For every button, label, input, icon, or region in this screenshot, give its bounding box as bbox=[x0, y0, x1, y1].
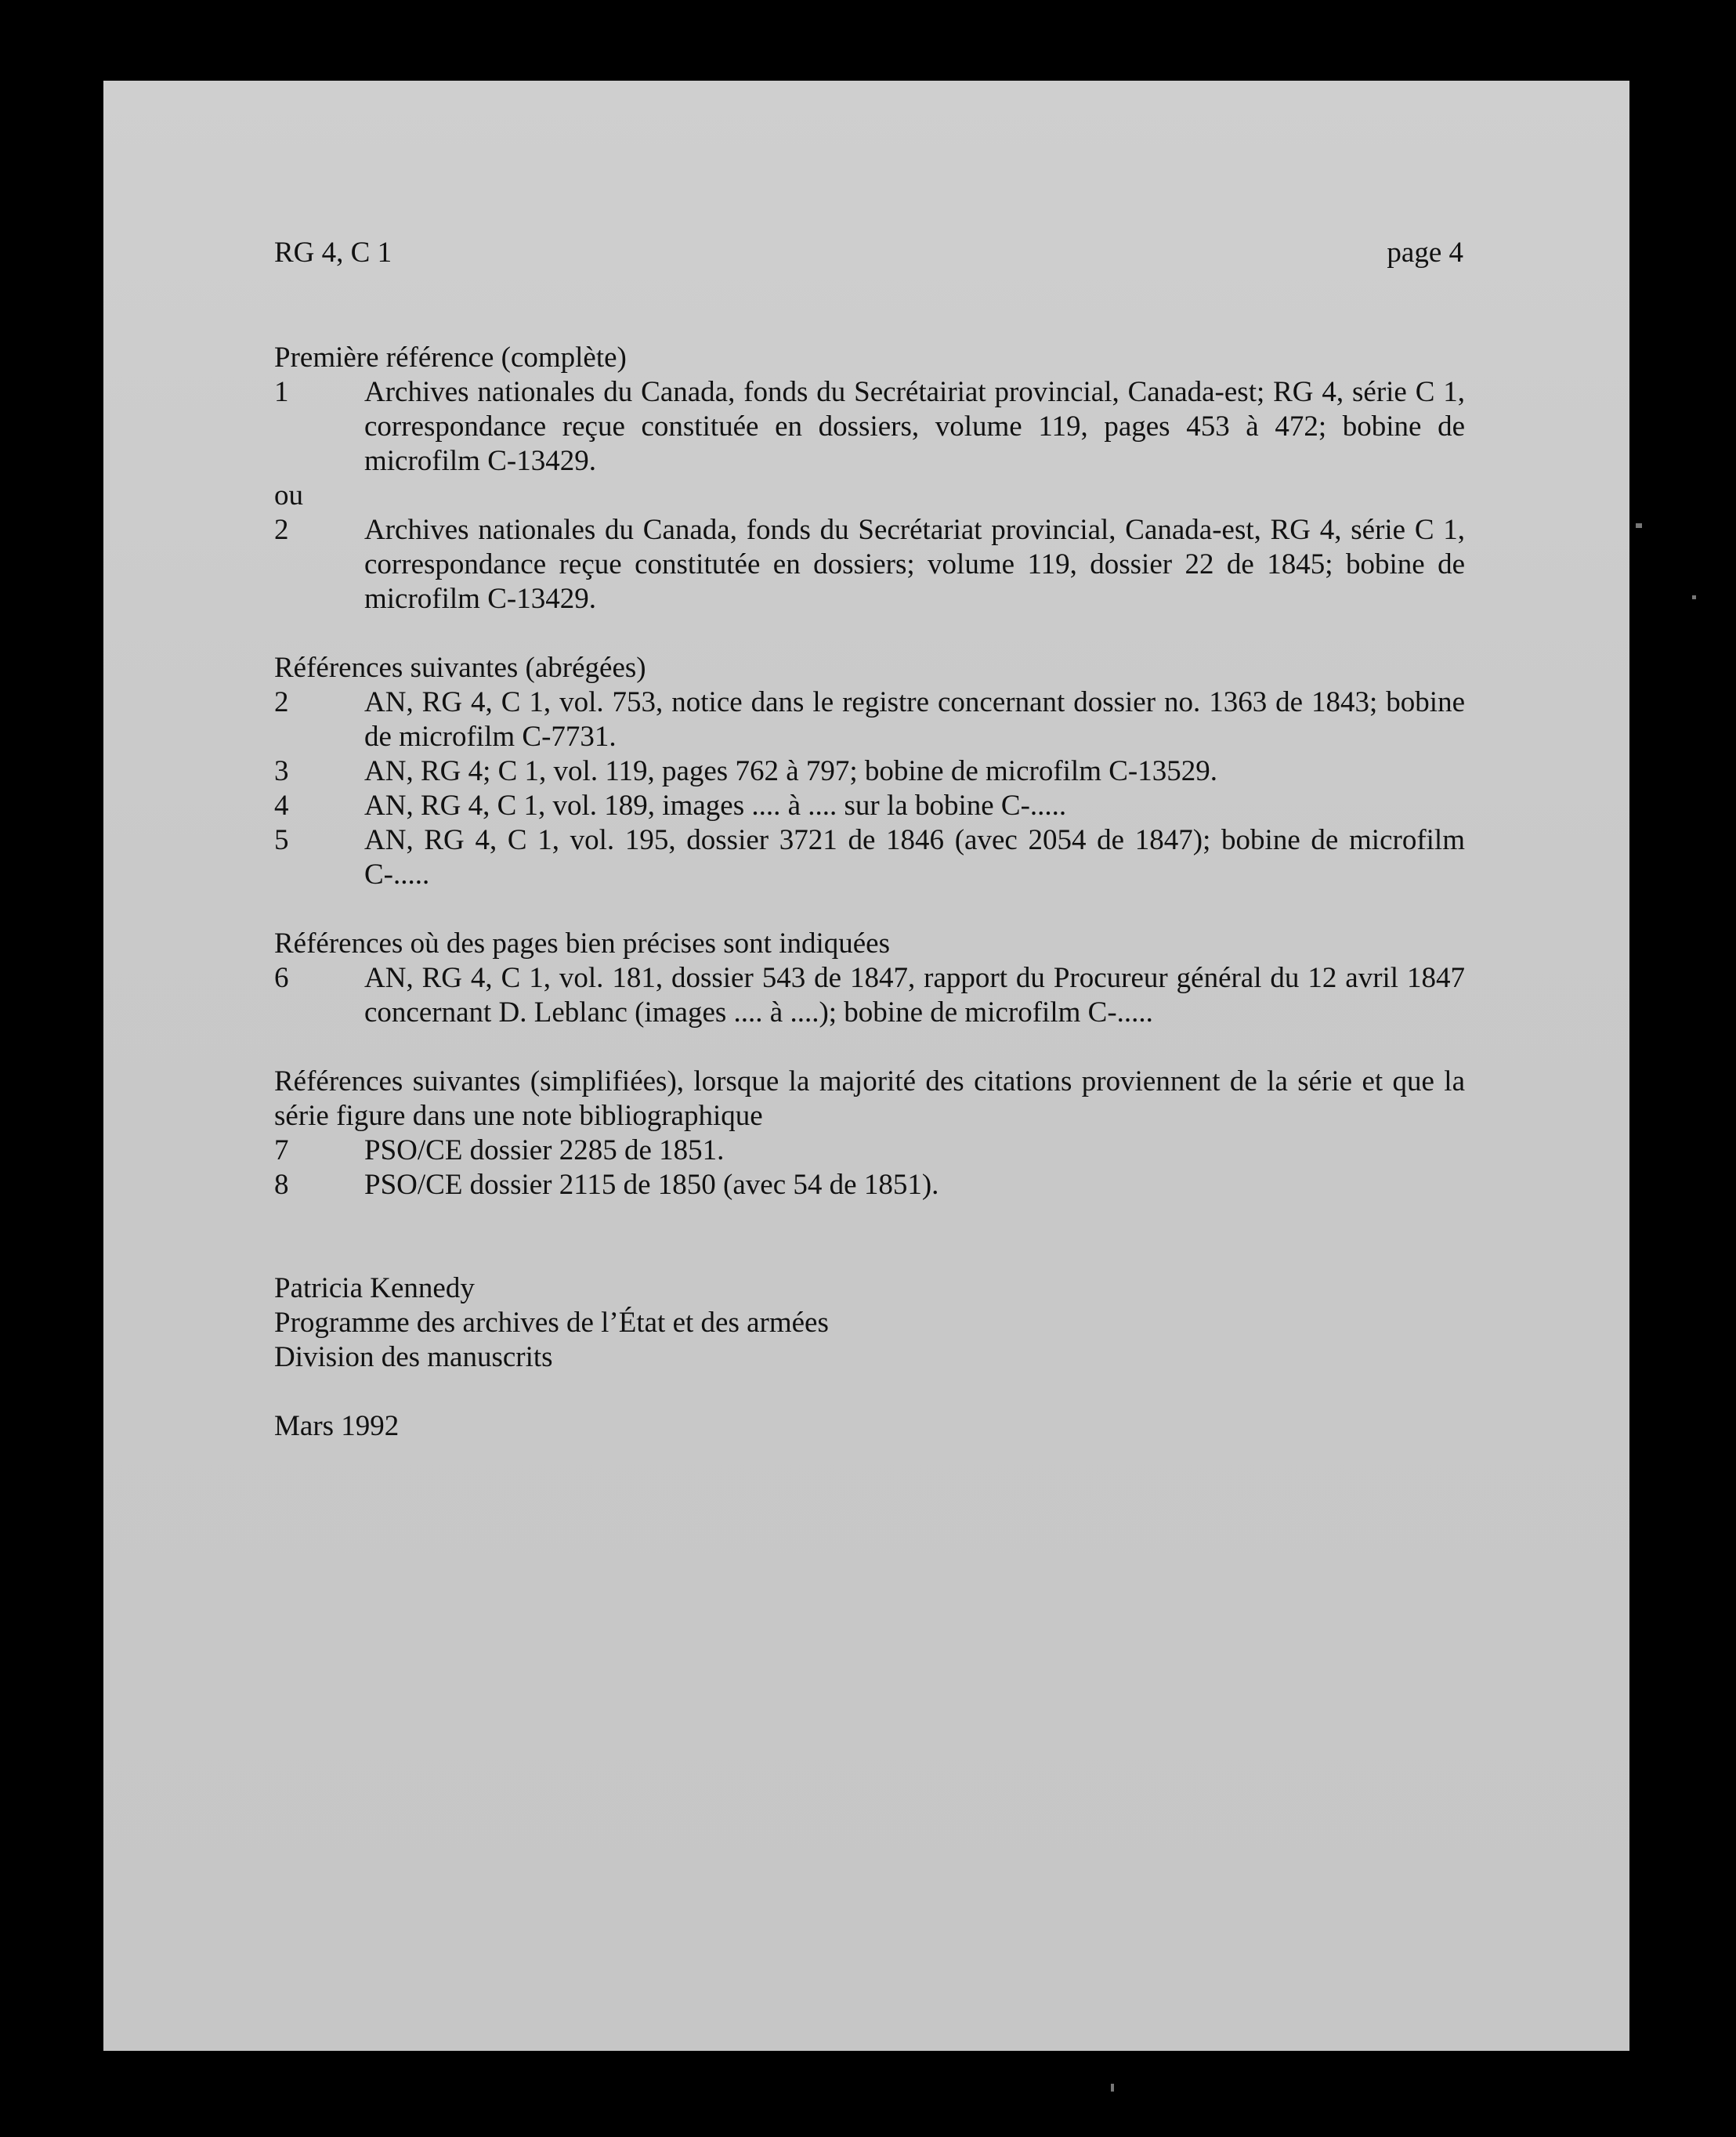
entry-text: Archives nationales du Canada, fonds du Secrétairiat provincial, Canada-est; RG 4, série C 1, correspondance reçue constituée en dossiers, volume 119, pages 453 à 472; bobine de microfilm C-13429. bbox=[364, 376, 1465, 477]
reference-entry bbox=[274, 513, 1465, 617]
entry-number: 2 bbox=[274, 514, 289, 546]
entry-number: 1 bbox=[274, 376, 289, 408]
author-division: Division des manuscrits bbox=[274, 1341, 553, 1373]
document-date: Mars 1992 bbox=[274, 1410, 400, 1442]
entry-text: AN, RG 4, C 1, vol. 753, notice dans le registre concernant dossier no. 1363 de 1843; bobine de microfilm C-7731. bbox=[364, 686, 1465, 753]
entry-text: AN, RG 4, C 1, vol. 181, dossier 543 de 1847, rapport du Procureur général du 12 avril 1847 concernant D. Leblanc (images .... à ....); bobine de microfilm C-..... bbox=[364, 962, 1465, 1029]
author-name: Patricia Kennedy bbox=[274, 1272, 475, 1304]
scan-speck bbox=[1636, 523, 1642, 528]
reference-entry bbox=[274, 375, 1465, 479]
entry-text: PSO/CE dossier 2285 de 1851. bbox=[364, 1134, 725, 1166]
document-body bbox=[274, 341, 1465, 1444]
entry-number: 7 bbox=[274, 1134, 289, 1166]
or-separator: ou bbox=[274, 479, 303, 512]
reference-entry bbox=[274, 1134, 1465, 1168]
entry-text: Archives nationales du Canada, fonds du Secrétariat provincial, Canada-est, RG 4, série C 1, correspondance reçue constitutée en dossiers; volume 119, dossier 22 de 1845; bobine de microfilm C-13429. bbox=[364, 514, 1465, 615]
entry-number: 3 bbox=[274, 755, 289, 787]
entry-number: 6 bbox=[274, 962, 289, 994]
scan-speck bbox=[1692, 595, 1696, 599]
entry-number: 8 bbox=[274, 1169, 289, 1201]
reference-entry bbox=[274, 789, 1465, 823]
entry-number: 5 bbox=[274, 824, 289, 856]
section-title-simplified-references: Références suivantes (simplifiées), lorsque la majorité des citations proviennent de la série et que la série figure dans une note bibliographique bbox=[274, 1065, 1465, 1132]
entry-text: AN, RG 4, C 1, vol. 189, images .... à .... sur la bobine C-..... bbox=[364, 790, 1067, 822]
section-title-precise-pages: Références où des pages bien précises sont indiquées bbox=[274, 927, 890, 960]
entry-text: AN, RG 4; C 1, vol. 119, pages 762 à 797; bobine de microfilm C-13529. bbox=[364, 755, 1217, 787]
section-title-first-reference: Première référence (complète) bbox=[274, 342, 627, 374]
section-title-following-references: Références suivantes (abrégées) bbox=[274, 652, 646, 684]
author-program: Programme des archives de l’État et des armées bbox=[274, 1307, 829, 1339]
entry-text: PSO/CE dossier 2115 de 1850 (avec 54 de 1851). bbox=[364, 1169, 939, 1201]
reference-entry bbox=[274, 823, 1465, 892]
entry-text: AN, RG 4, C 1, vol. 195, dossier 3721 de 1846 (avec 2054 de 1847); bobine de microfilm C-..... bbox=[364, 824, 1465, 891]
reference-entry bbox=[274, 961, 1465, 1030]
page-number: page 4 bbox=[1387, 237, 1463, 269]
scan-speck bbox=[1111, 2084, 1114, 2092]
entry-number: 4 bbox=[274, 790, 289, 822]
reference-entry bbox=[274, 1168, 1465, 1202]
header-reference: RG 4, C 1 bbox=[274, 237, 392, 269]
reference-entry bbox=[274, 754, 1465, 789]
reference-entry bbox=[274, 685, 1465, 754]
entry-number: 2 bbox=[274, 686, 289, 718]
